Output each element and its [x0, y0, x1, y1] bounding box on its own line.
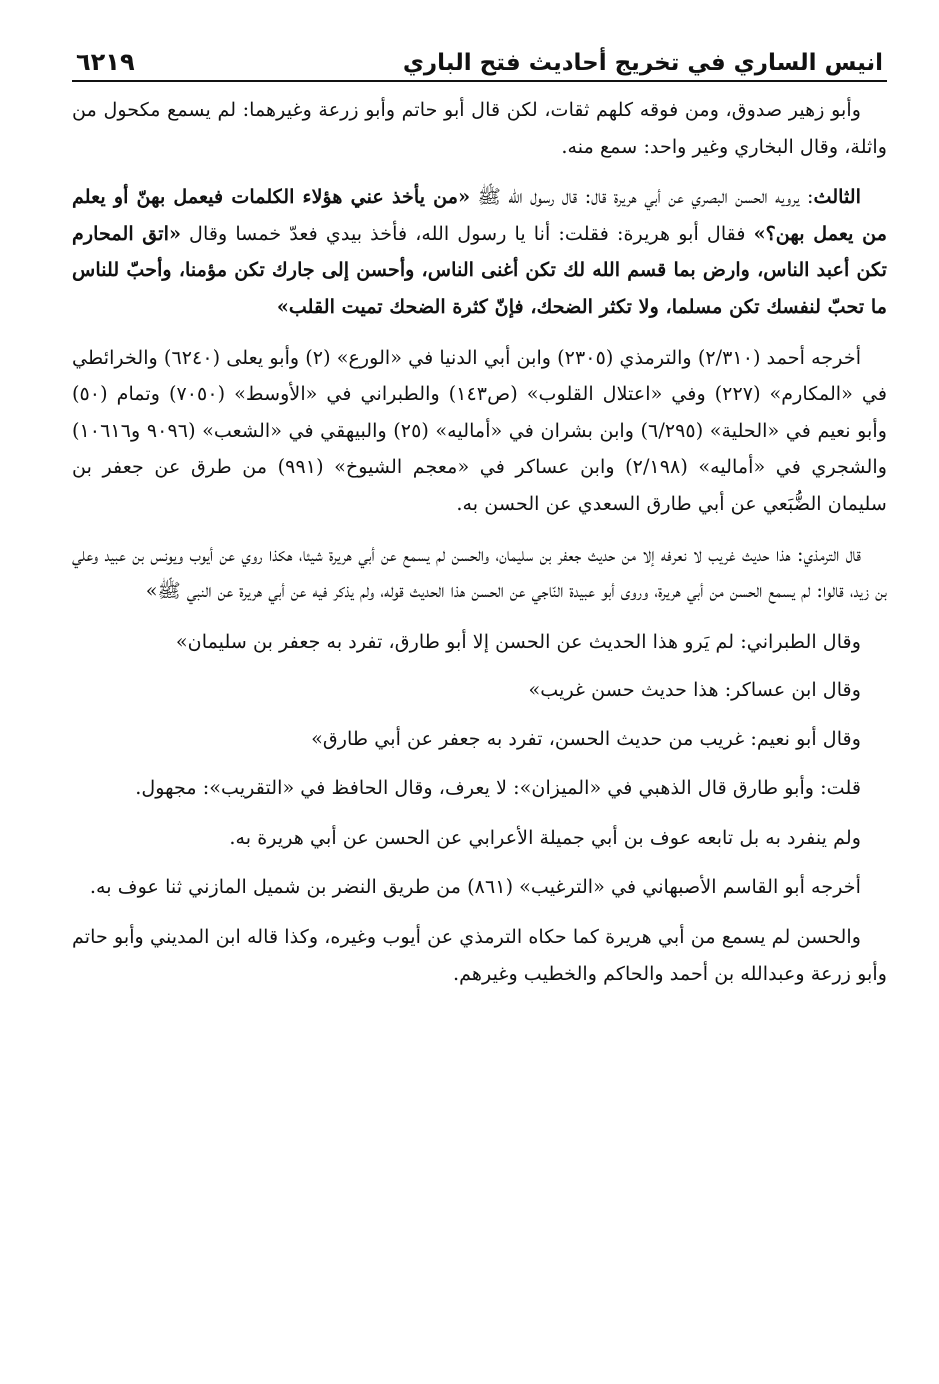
- text-run: وقال ابن عساكر: هذا حديث حسن غريب»: [528, 678, 861, 702]
- paragraph-hasan: [72, 919, 887, 992]
- text-run: وقال أبو نعيم: غريب من حديث الحسن، تفرد به جعفر عن أبي طارق»: [311, 726, 861, 750]
- paragraph-abu-nuaim: [72, 721, 887, 758]
- page-body: [72, 82, 887, 992]
- text-run: وأبو زهير صدوق، ومن فوقه كلهم ثقات، لكن قال أبو حاتم وأبو زرعة وغيرهما: لم يسمع مكحول من واثلة، وقال البخاري وغير واحد: سمع منه.: [72, 98, 887, 158]
- text-run: أخرجه أبو القاسم الأصبهاني في «الترغيب» (٨٦١) من طريق النضر بن شميل المازني ثنا عوف به.: [89, 874, 861, 898]
- running-header: [72, 36, 887, 82]
- text-run: قال الترمذي: هذا حديث غريب لا نعرفه إلا من حديث جعفر بن سليمان، والحسن لم يسمع عن أبي هريرة شيئا، هكذا روي عن أيوب ويونس بن عبيد وعلي بن زيد، قالوا: لم يسمع الحسن من أبي هريرة، وروى أبو عبيدة النّاجي عن الحسن هذا الحديث قوله، ولم يذكر فيه عن أبي هريرة عن النبي ﷺ»: [72, 542, 887, 603]
- paragraph-takhrij: [72, 340, 887, 523]
- hadith-quote: «اتق المحارم تكن أعبد الناس، وارض بما قسم الله لك تكن أغنى الناس، وأحسن إلى جارك تكن مؤمنا، وأحبّ للناس ما تحبّ لنفسك تكن مسلما، ولا تكثر الضحك، فإنّ كثرة الضحك تميت القلب»: [72, 221, 887, 318]
- text-run: وقال الطبراني: لم يَرو هذا الحديث عن الحسن إلا أبو طارق، تفرد به جعفر بن سليمان»: [175, 629, 861, 653]
- paragraph-asbahani: [72, 869, 887, 906]
- text-run: والحسن لم يسمع من أبي هريرة كما حكاه الترمذي عن أيوب وغيره، وكذا قاله ابن المديني وأبو حاتم وأبو زرعة وعبدالله بن أحمد والحاكم والخطيب وغيرهم.: [72, 925, 887, 985]
- paragraph-ibn-asakir: [72, 672, 887, 709]
- book-title: انيس الساري في تخريج أحاديث فتح الباري: [402, 50, 883, 76]
- text-run: أخرجه أحمد (٢/٣١٠) والترمذي (٢٣٠٥) وابن أبي الدنيا في «الورع» (٢) وأبو يعلى (٦٢٤٠) والخرائطي في «المكارم» (٢٢٧) وفي «اعتلال القلوب» (ص١٤٣) والطبراني في «الأوسط» (٧٠٥٠) وتمام (٥٠) وأبو نعيم في «الحلية» (٦/٢٩٥) وابن بشران في «أماليه» (٢٥) والبيهقي في «الشعب» (٩٠٩٦ و١٠٦١٦) والشجري في «أماليه» (٢/١٩٨) وابن عساكر في «معجم الشيوخ» (٩٩١) من طرق عن جعفر بن سليمان الضُّبَعي عن أبي طارق السعدي عن الحسن به.: [72, 345, 887, 515]
- text-run: قلت: وأبو طارق قال الذهبي في «الميزان»: لا يعرف، وقال الحافظ في «التقريب»: مجهول.: [135, 775, 861, 799]
- paragraph-abu-tariq: [72, 770, 887, 807]
- hadith-quote: «من يأخذ عني هؤلاء الكلمات فيعمل بهنّ أو يعلم من يعمل بهن؟»: [72, 185, 887, 245]
- book-page: [72, 36, 887, 1364]
- paragraph-tabarani: [72, 624, 887, 661]
- paragraph-hadith-third: [72, 179, 887, 325]
- page-number: ٦٢١٩: [76, 48, 135, 76]
- text-run: ولم ينفرد به بل تابعه عوف بن أبي جميلة الأعرابي عن الحسن عن أبي هريرة به.: [229, 826, 861, 850]
- section-label-third: الثالث: [813, 185, 861, 209]
- paragraph-1: [72, 92, 887, 165]
- paragraph-awf: [72, 820, 887, 857]
- text-run: فقال أبو هريرة: فقلت: أنا يا رسول الله، فأخذ بيدي فعدّ خمسا وقال: [180, 221, 754, 245]
- paragraph-tirmidhi: [72, 537, 887, 610]
- text-run: : يرويه الحسن البصري عن أبي هريرة قال: قال رسول الله ﷺ: [470, 185, 814, 209]
